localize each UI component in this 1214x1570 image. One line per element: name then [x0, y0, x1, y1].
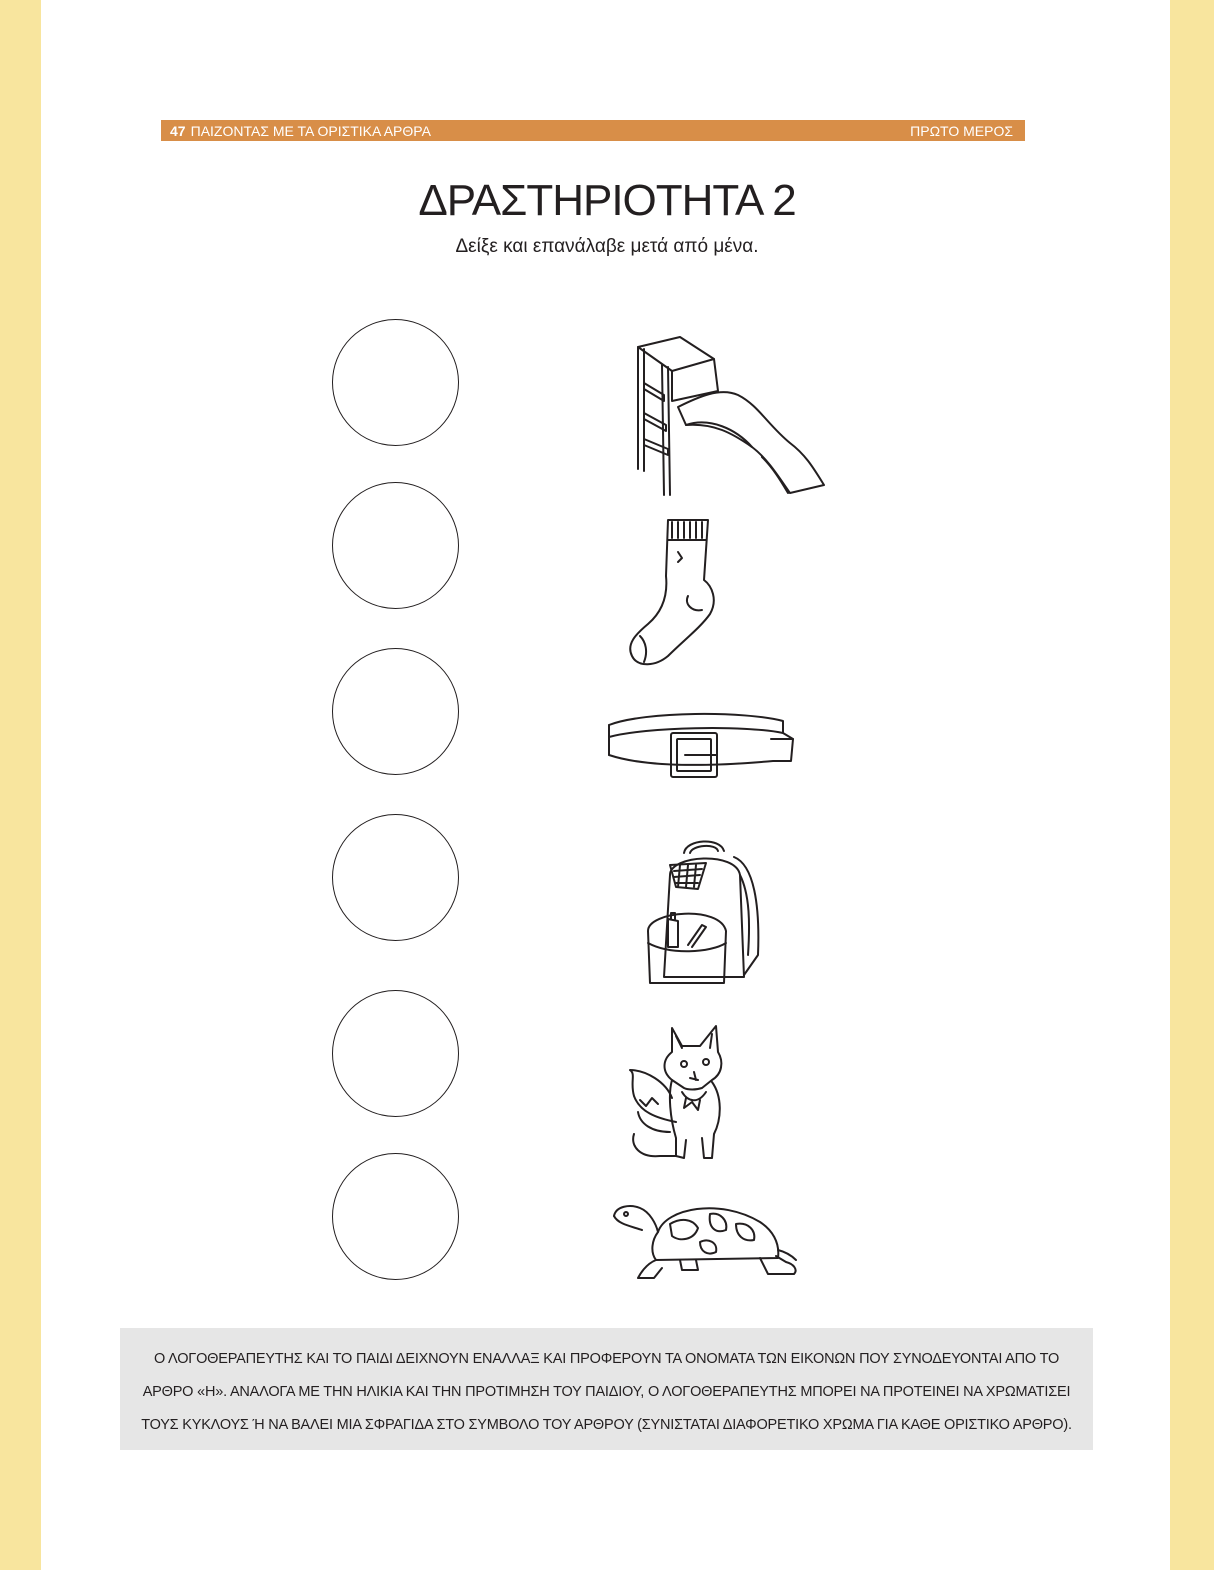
article-circle-6[interactable] — [332, 1153, 459, 1280]
activity-title: ΔΡΑΣΤΗΡΙΟΤΗΤΑ 2 — [418, 176, 796, 225]
belt-icon — [605, 703, 795, 783]
article-circle-2[interactable] — [332, 482, 459, 609]
article-circle-4[interactable] — [332, 814, 459, 941]
sock-icon — [626, 516, 718, 668]
section-title: ΠΡΩΤΟ ΜΕΡΟΣ — [910, 122, 1013, 139]
slide-icon — [628, 333, 828, 499]
article-circle-5[interactable] — [332, 990, 459, 1117]
chapter-title: ΠΑΙΖΟΝΤΑΣ ΜΕ ΤΑ ΟΡΙΣΤΙΚΑ ΑΡΘΡΑ — [190, 122, 431, 139]
turtle-icon — [610, 1198, 802, 1282]
page-number: 47 — [170, 122, 186, 139]
page-header-bar — [161, 120, 1025, 141]
article-circle-1[interactable] — [332, 319, 459, 446]
therapist-instructions: Ο ΛΟΓΟΘΕΡΑΠΕΥΤΗΣ ΚΑΙ ΤΟ ΠΑΙΔΙ ΔΕΙΧΝΟΥΝ ΕΝΑΛΛΑΞ ΚΑΙ ΠΡΟΦΕΡΟΥΝ ΤΑ ΟΝΟΜΑΤΑ ΤΩΝ ΕΙΚΟΝΩΝ ΠΟΥ ΣΥΝΟΔΕΥΟΝΤΑΙ ΑΠΟ ΤΟ ΑΡΘΡΟ «Η». ΑΝΑΛΟΓΑ ΜΕ ΤΗΝ ΗΛΙΚΙΑ ΚΑΙ ΤΗΝ ΠΡΟΤΙΜΗΣΗ ΤΟΥ ΠΑΙΔΙΟΥ, Ο ΛΟΓΟΘΕΡΑΠΕΥΤΗΣ ΜΠΟΡΕΙ ΝΑ ΠΡΟΤΕΙΝΕΙ ΝΑ ΧΡΩΜΑΤΙΣΕΙ ΤΟΥΣ ΚΥΚΛΟΥΣ Ή ΝΑ ΒΑΛΕΙ ΜΙΑ ΣΦΡΑΓΙΔΑ ΣΤΟ ΣΥΜΒΟΛΟ ΤΟΥ ΑΡΘΡΟΥ (ΣΥΝΙΣΤΑΤΑΙ ΔΙΑΦΟΡΕΤΙΚΟ ΧΡΩΜΑ ΓΙΑ ΚΑΘΕ ΟΡΙΣΤΙΚΟ ΑΡΘΡΟ). — [120, 1328, 1093, 1450]
header-left — [170, 123, 431, 139]
fox-icon — [626, 1022, 754, 1166]
backpack-icon — [640, 835, 766, 987]
article-circle-3[interactable] — [332, 648, 459, 775]
activity-subtitle: Δείξε και επανάλαβε μετά από μένα. — [455, 236, 759, 257]
